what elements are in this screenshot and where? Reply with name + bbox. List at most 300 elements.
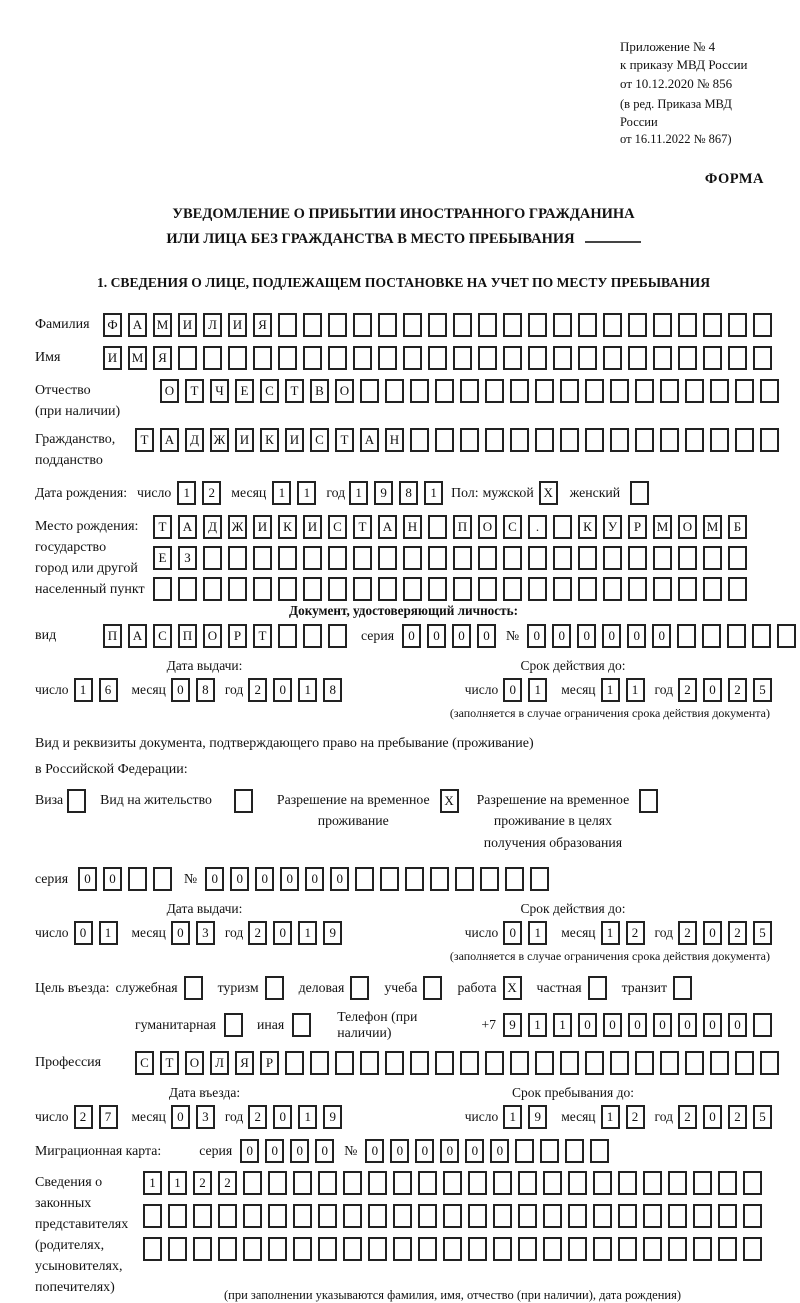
char-box[interactable]: 0 xyxy=(315,1139,334,1163)
char-box[interactable] xyxy=(578,313,597,337)
char-box[interactable]: Ж xyxy=(228,515,247,539)
char-box[interactable] xyxy=(693,1171,712,1195)
char-box[interactable] xyxy=(268,1237,287,1261)
char-box[interactable] xyxy=(505,867,524,891)
char-box[interactable]: 0 xyxy=(728,1013,747,1037)
char-box[interactable] xyxy=(718,1237,737,1261)
char-box[interactable] xyxy=(710,1051,729,1075)
char-box[interactable] xyxy=(278,624,297,648)
char-box[interactable]: 9 xyxy=(323,1105,342,1129)
char-box[interactable]: 1 xyxy=(553,1013,572,1037)
char-box[interactable] xyxy=(535,379,554,403)
char-box[interactable] xyxy=(193,1237,212,1261)
char-box[interactable] xyxy=(243,1237,262,1261)
char-box[interactable] xyxy=(743,1171,762,1195)
char-box[interactable] xyxy=(405,867,424,891)
char-box[interactable]: 2 xyxy=(248,678,267,702)
char-box[interactable] xyxy=(428,546,447,570)
char-box[interactable] xyxy=(593,1171,612,1195)
char-box[interactable] xyxy=(478,313,497,337)
char-box[interactable] xyxy=(610,379,629,403)
char-box[interactable] xyxy=(678,577,697,601)
char-box[interactable]: О xyxy=(478,515,497,539)
char-box[interactable]: О xyxy=(203,624,222,648)
char-box[interactable] xyxy=(410,428,429,452)
char-box[interactable] xyxy=(453,346,472,370)
char-box[interactable] xyxy=(253,577,272,601)
char-box[interactable] xyxy=(653,313,672,337)
char-box[interactable]: Д xyxy=(203,515,222,539)
char-box[interactable] xyxy=(228,346,247,370)
char-box[interactable]: 2 xyxy=(728,678,747,702)
char-box[interactable]: 2 xyxy=(248,921,267,945)
char-box[interactable]: 0 xyxy=(653,1013,672,1037)
char-box[interactable]: 0 xyxy=(255,867,274,891)
char-box[interactable] xyxy=(418,1237,437,1261)
char-box[interactable] xyxy=(578,546,597,570)
char-box[interactable] xyxy=(193,1204,212,1228)
char-box[interactable] xyxy=(403,313,422,337)
char-box[interactable] xyxy=(328,546,347,570)
char-box[interactable] xyxy=(735,1051,754,1075)
char-box[interactable] xyxy=(528,346,547,370)
char-box[interactable]: 2 xyxy=(626,921,645,945)
char-box[interactable]: 3 xyxy=(196,921,215,945)
char-box[interactable]: 1 xyxy=(528,678,547,702)
char-box[interactable] xyxy=(410,1051,429,1075)
char-box[interactable] xyxy=(493,1204,512,1228)
char-box[interactable] xyxy=(428,346,447,370)
char-box[interactable]: И xyxy=(103,346,122,370)
char-box[interactable] xyxy=(353,546,372,570)
char-box[interactable]: М xyxy=(703,515,722,539)
char-box[interactable] xyxy=(753,313,772,337)
char-box[interactable] xyxy=(610,1051,629,1075)
char-box[interactable]: Т xyxy=(135,428,154,452)
char-box[interactable] xyxy=(752,624,771,648)
char-box[interactable]: 1 xyxy=(143,1171,162,1195)
char-box[interactable]: Т xyxy=(185,379,204,403)
char-box[interactable]: 2 xyxy=(728,1105,747,1129)
char-box[interactable]: 2 xyxy=(218,1171,237,1195)
char-box[interactable]: 1 xyxy=(99,921,118,945)
char-box[interactable] xyxy=(693,1204,712,1228)
char-box[interactable]: 0 xyxy=(402,624,421,648)
char-box[interactable] xyxy=(380,867,399,891)
char-box[interactable] xyxy=(530,867,549,891)
char-box[interactable]: 0 xyxy=(603,1013,622,1037)
char-box[interactable] xyxy=(660,1051,679,1075)
char-box[interactable] xyxy=(635,1051,654,1075)
char-box[interactable]: 2 xyxy=(678,678,697,702)
char-box[interactable]: Л xyxy=(210,1051,229,1075)
char-box[interactable]: 1 xyxy=(528,921,547,945)
char-box[interactable] xyxy=(328,577,347,601)
char-box[interactable] xyxy=(543,1171,562,1195)
char-box[interactable] xyxy=(560,428,579,452)
char-box[interactable]: 9 xyxy=(528,1105,547,1129)
char-box[interactable] xyxy=(543,1237,562,1261)
char-box[interactable] xyxy=(503,346,522,370)
char-box[interactable]: Е xyxy=(235,379,254,403)
purpose-study-checkbox[interactable] xyxy=(423,976,442,1000)
char-box[interactable] xyxy=(510,1051,529,1075)
char-box[interactable]: 1 xyxy=(528,1013,547,1037)
char-box[interactable]: 3 xyxy=(196,1105,215,1129)
char-box[interactable] xyxy=(453,546,472,570)
char-box[interactable]: П xyxy=(453,515,472,539)
purpose-private-checkbox[interactable] xyxy=(588,976,607,1000)
char-box[interactable] xyxy=(628,577,647,601)
char-box[interactable]: 0 xyxy=(578,1013,597,1037)
char-box[interactable] xyxy=(718,1204,737,1228)
char-box[interactable] xyxy=(403,577,422,601)
char-box[interactable] xyxy=(228,546,247,570)
char-box[interactable]: 9 xyxy=(374,481,393,505)
char-box[interactable]: С xyxy=(260,379,279,403)
char-box[interactable] xyxy=(718,1171,737,1195)
char-box[interactable] xyxy=(468,1204,487,1228)
char-box[interactable]: 8 xyxy=(399,481,418,505)
char-box[interactable] xyxy=(353,346,372,370)
char-box[interactable] xyxy=(735,379,754,403)
char-box[interactable] xyxy=(703,346,722,370)
char-box[interactable]: 0 xyxy=(78,867,97,891)
char-box[interactable] xyxy=(660,379,679,403)
char-box[interactable] xyxy=(293,1237,312,1261)
char-box[interactable]: 2 xyxy=(202,481,221,505)
char-box[interactable] xyxy=(435,379,454,403)
char-box[interactable]: 0 xyxy=(171,921,190,945)
char-box[interactable] xyxy=(518,1237,537,1261)
char-box[interactable]: 0 xyxy=(365,1139,384,1163)
char-box[interactable] xyxy=(685,428,704,452)
char-box[interactable] xyxy=(278,546,297,570)
char-box[interactable]: 0 xyxy=(305,867,324,891)
char-box[interactable] xyxy=(278,577,297,601)
char-box[interactable] xyxy=(435,428,454,452)
char-box[interactable] xyxy=(335,1051,354,1075)
char-box[interactable] xyxy=(318,1204,337,1228)
char-box[interactable]: Т xyxy=(153,515,172,539)
char-box[interactable] xyxy=(565,1139,584,1163)
char-box[interactable]: 0 xyxy=(652,624,671,648)
char-box[interactable]: Т xyxy=(335,428,354,452)
char-box[interactable]: 0 xyxy=(527,624,546,648)
char-box[interactable] xyxy=(603,577,622,601)
char-box[interactable]: О xyxy=(678,515,697,539)
char-box[interactable] xyxy=(540,1139,559,1163)
char-box[interactable]: И xyxy=(253,515,272,539)
char-box[interactable] xyxy=(560,1051,579,1075)
char-box[interactable] xyxy=(168,1237,187,1261)
char-box[interactable] xyxy=(553,577,572,601)
char-box[interactable]: 9 xyxy=(503,1013,522,1037)
title-blank-underline[interactable] xyxy=(585,229,641,243)
char-box[interactable] xyxy=(743,1204,762,1228)
char-box[interactable]: 0 xyxy=(577,624,596,648)
char-box[interactable]: 1 xyxy=(424,481,443,505)
char-box[interactable] xyxy=(590,1139,609,1163)
char-box[interactable]: 1 xyxy=(298,678,317,702)
char-box[interactable]: 0 xyxy=(427,624,446,648)
char-box[interactable] xyxy=(485,1051,504,1075)
char-box[interactable]: А xyxy=(360,428,379,452)
char-box[interactable]: 0 xyxy=(230,867,249,891)
char-box[interactable] xyxy=(643,1171,662,1195)
char-box[interactable]: 0 xyxy=(205,867,224,891)
char-box[interactable]: Т xyxy=(285,379,304,403)
char-box[interactable] xyxy=(378,546,397,570)
char-box[interactable] xyxy=(468,1171,487,1195)
char-box[interactable]: 0 xyxy=(465,1139,484,1163)
char-box[interactable]: 1 xyxy=(298,1105,317,1129)
char-box[interactable]: 1 xyxy=(298,921,317,945)
char-box[interactable] xyxy=(628,346,647,370)
char-box[interactable] xyxy=(693,1237,712,1261)
char-box[interactable]: 0 xyxy=(452,624,471,648)
char-box[interactable] xyxy=(303,313,322,337)
char-box[interactable] xyxy=(478,346,497,370)
char-box[interactable] xyxy=(480,867,499,891)
char-box[interactable] xyxy=(443,1237,462,1261)
char-box[interactable]: Ч xyxy=(210,379,229,403)
char-box[interactable] xyxy=(430,867,449,891)
char-box[interactable] xyxy=(428,313,447,337)
char-box[interactable]: 2 xyxy=(728,921,747,945)
char-box[interactable] xyxy=(168,1204,187,1228)
char-box[interactable] xyxy=(128,867,147,891)
char-box[interactable] xyxy=(243,1204,262,1228)
char-box[interactable] xyxy=(293,1171,312,1195)
char-box[interactable] xyxy=(518,1171,537,1195)
char-box[interactable]: С xyxy=(328,515,347,539)
char-box[interactable]: В xyxy=(310,379,329,403)
char-box[interactable] xyxy=(702,624,721,648)
char-box[interactable]: 1 xyxy=(601,678,620,702)
char-box[interactable]: 0 xyxy=(74,921,93,945)
char-box[interactable]: 0 xyxy=(280,867,299,891)
char-box[interactable] xyxy=(410,379,429,403)
char-box[interactable] xyxy=(628,313,647,337)
char-box[interactable] xyxy=(368,1204,387,1228)
char-box[interactable]: А xyxy=(128,313,147,337)
char-box[interactable] xyxy=(515,1139,534,1163)
char-box[interactable]: Д xyxy=(185,428,204,452)
char-box[interactable] xyxy=(153,577,172,601)
char-box[interactable] xyxy=(353,577,372,601)
char-box[interactable] xyxy=(610,428,629,452)
char-box[interactable]: О xyxy=(160,379,179,403)
char-box[interactable] xyxy=(228,577,247,601)
char-box[interactable]: 2 xyxy=(678,1105,697,1129)
char-box[interactable] xyxy=(253,346,272,370)
char-box[interactable] xyxy=(268,1171,287,1195)
char-box[interactable]: Е xyxy=(153,546,172,570)
purpose-transit-checkbox[interactable] xyxy=(673,976,692,1000)
char-box[interactable]: 9 xyxy=(323,921,342,945)
char-box[interactable] xyxy=(328,346,347,370)
char-box[interactable] xyxy=(318,1171,337,1195)
char-box[interactable] xyxy=(293,1204,312,1228)
char-box[interactable] xyxy=(553,346,572,370)
char-box[interactable] xyxy=(578,346,597,370)
char-box[interactable] xyxy=(453,577,472,601)
char-box[interactable]: М xyxy=(153,313,172,337)
char-box[interactable] xyxy=(618,1171,637,1195)
char-box[interactable]: 0 xyxy=(477,624,496,648)
char-box[interactable] xyxy=(585,1051,604,1075)
char-box[interactable] xyxy=(360,379,379,403)
char-box[interactable]: 0 xyxy=(440,1139,459,1163)
char-box[interactable]: О xyxy=(185,1051,204,1075)
char-box[interactable]: 8 xyxy=(323,678,342,702)
char-box[interactable]: 1 xyxy=(272,481,291,505)
char-box[interactable] xyxy=(478,546,497,570)
char-box[interactable] xyxy=(460,1051,479,1075)
char-box[interactable]: А xyxy=(378,515,397,539)
char-box[interactable] xyxy=(760,428,779,452)
char-box[interactable]: 0 xyxy=(273,1105,292,1129)
char-box[interactable]: Т xyxy=(253,624,272,648)
residence-permit-checkbox[interactable] xyxy=(234,789,253,813)
char-box[interactable] xyxy=(703,546,722,570)
char-box[interactable]: 5 xyxy=(753,921,772,945)
char-box[interactable] xyxy=(278,346,297,370)
char-box[interactable] xyxy=(218,1237,237,1261)
char-box[interactable]: 0 xyxy=(503,678,522,702)
char-box[interactable]: 0 xyxy=(703,1013,722,1037)
char-box[interactable] xyxy=(585,379,604,403)
char-box[interactable] xyxy=(603,346,622,370)
char-box[interactable] xyxy=(360,1051,379,1075)
char-box[interactable] xyxy=(677,624,696,648)
char-box[interactable] xyxy=(493,1237,512,1261)
char-box[interactable]: 0 xyxy=(240,1139,259,1163)
char-box[interactable] xyxy=(678,346,697,370)
char-box[interactable] xyxy=(777,624,796,648)
char-box[interactable] xyxy=(153,867,172,891)
char-box[interactable] xyxy=(243,1171,262,1195)
char-box[interactable]: К xyxy=(578,515,597,539)
char-box[interactable] xyxy=(435,1051,454,1075)
char-box[interactable] xyxy=(535,428,554,452)
char-box[interactable] xyxy=(418,1204,437,1228)
char-box[interactable] xyxy=(378,346,397,370)
visa-checkbox[interactable] xyxy=(67,789,86,813)
char-box[interactable]: 6 xyxy=(99,678,118,702)
char-box[interactable] xyxy=(685,1051,704,1075)
char-box[interactable] xyxy=(328,624,347,648)
purpose-other-checkbox[interactable] xyxy=(292,1013,311,1037)
char-box[interactable]: 0 xyxy=(415,1139,434,1163)
char-box[interactable]: И xyxy=(178,313,197,337)
char-box[interactable]: 0 xyxy=(390,1139,409,1163)
char-box[interactable] xyxy=(528,313,547,337)
char-box[interactable]: А xyxy=(128,624,147,648)
char-box[interactable] xyxy=(678,546,697,570)
char-box[interactable] xyxy=(343,1171,362,1195)
char-box[interactable] xyxy=(393,1237,412,1261)
char-box[interactable]: У xyxy=(603,515,622,539)
char-box[interactable]: 0 xyxy=(330,867,349,891)
char-box[interactable] xyxy=(635,379,654,403)
char-box[interactable] xyxy=(328,313,347,337)
char-box[interactable] xyxy=(485,428,504,452)
char-box[interactable] xyxy=(728,346,747,370)
char-box[interactable] xyxy=(460,428,479,452)
char-box[interactable]: 2 xyxy=(248,1105,267,1129)
char-box[interactable] xyxy=(735,428,754,452)
char-box[interactable] xyxy=(535,1051,554,1075)
char-box[interactable]: 2 xyxy=(74,1105,93,1129)
char-box[interactable]: Ж xyxy=(210,428,229,452)
char-box[interactable] xyxy=(218,1204,237,1228)
char-box[interactable]: Н xyxy=(385,428,404,452)
char-box[interactable]: 0 xyxy=(273,678,292,702)
char-box[interactable]: 0 xyxy=(273,921,292,945)
char-box[interactable]: 8 xyxy=(196,678,215,702)
char-box[interactable] xyxy=(503,577,522,601)
char-box[interactable] xyxy=(553,313,572,337)
char-box[interactable] xyxy=(460,379,479,403)
char-box[interactable] xyxy=(143,1204,162,1228)
char-box[interactable] xyxy=(710,428,729,452)
char-box[interactable]: И xyxy=(228,313,247,337)
char-box[interactable] xyxy=(428,577,447,601)
char-box[interactable]: 0 xyxy=(171,1105,190,1129)
char-box[interactable] xyxy=(753,1013,772,1037)
char-box[interactable]: Н xyxy=(403,515,422,539)
char-box[interactable] xyxy=(668,1171,687,1195)
char-box[interactable]: И xyxy=(303,515,322,539)
char-box[interactable]: 1 xyxy=(74,678,93,702)
char-box[interactable]: 0 xyxy=(703,921,722,945)
char-box[interactable] xyxy=(578,577,597,601)
char-box[interactable]: 0 xyxy=(552,624,571,648)
char-box[interactable]: С xyxy=(503,515,522,539)
char-box[interactable] xyxy=(728,313,747,337)
char-box[interactable] xyxy=(468,1237,487,1261)
char-box[interactable]: И xyxy=(235,428,254,452)
char-box[interactable]: Я xyxy=(235,1051,254,1075)
char-box[interactable]: 1 xyxy=(626,678,645,702)
char-box[interactable] xyxy=(603,546,622,570)
char-box[interactable]: С xyxy=(310,428,329,452)
char-box[interactable]: Р xyxy=(260,1051,279,1075)
char-box[interactable]: Я xyxy=(153,346,172,370)
char-box[interactable] xyxy=(628,546,647,570)
char-box[interactable] xyxy=(403,346,422,370)
char-box[interactable]: 0 xyxy=(703,1105,722,1129)
char-box[interactable] xyxy=(318,1237,337,1261)
char-box[interactable] xyxy=(443,1204,462,1228)
char-box[interactable] xyxy=(528,577,547,601)
char-box[interactable] xyxy=(585,428,604,452)
char-box[interactable] xyxy=(618,1237,637,1261)
char-box[interactable] xyxy=(253,546,272,570)
char-box[interactable] xyxy=(668,1237,687,1261)
char-box[interactable] xyxy=(343,1237,362,1261)
temp-residence-checkbox[interactable]: X xyxy=(440,789,459,813)
char-box[interactable] xyxy=(278,313,297,337)
char-box[interactable]: Т xyxy=(353,515,372,539)
char-box[interactable]: 1 xyxy=(168,1171,187,1195)
char-box[interactable] xyxy=(685,379,704,403)
char-box[interactable] xyxy=(178,346,197,370)
char-box[interactable] xyxy=(378,313,397,337)
char-box[interactable] xyxy=(728,546,747,570)
